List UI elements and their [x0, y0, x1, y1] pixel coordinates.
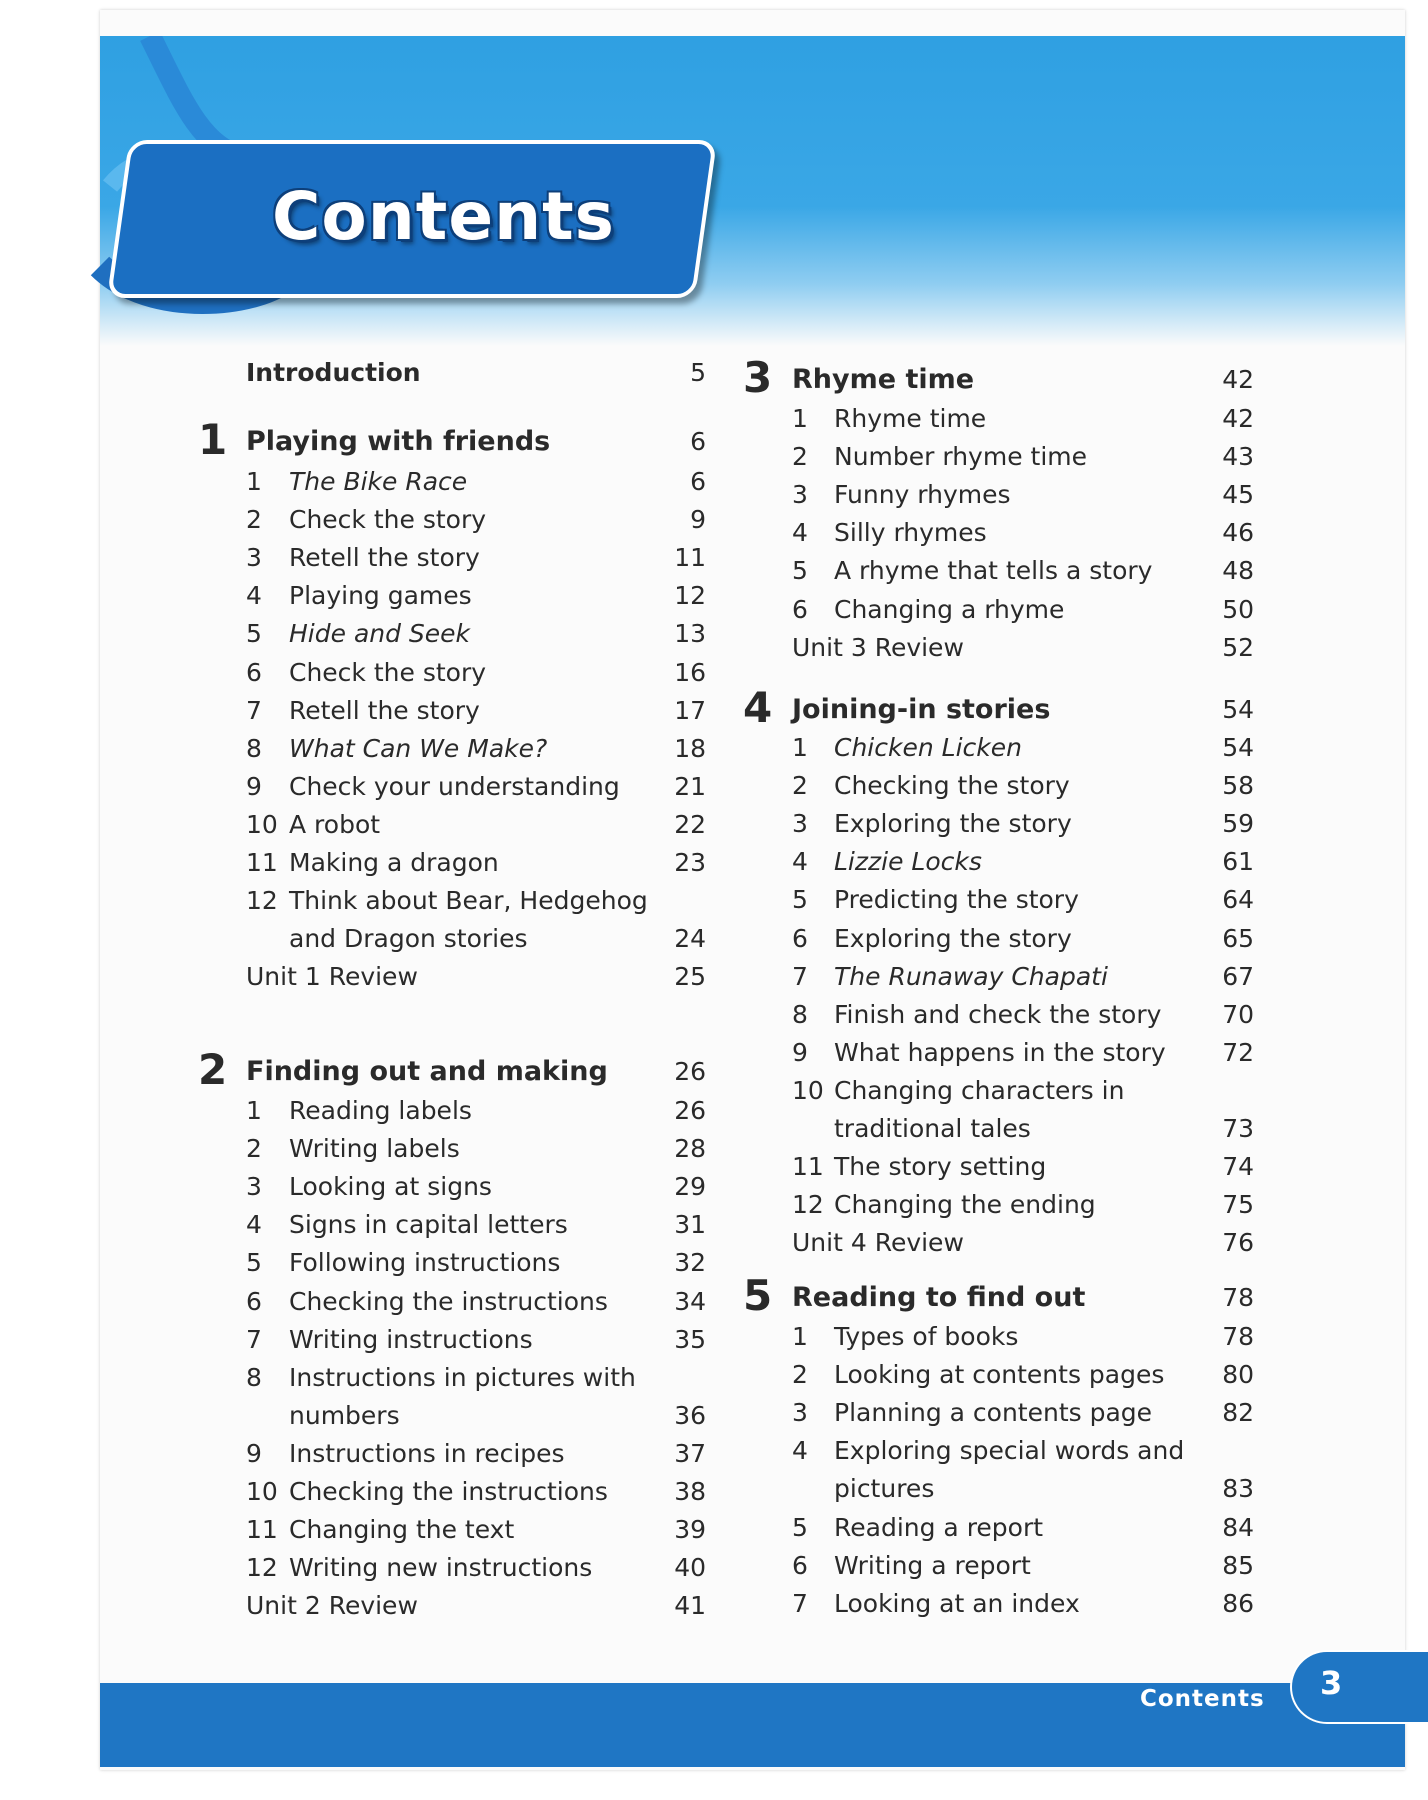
page-ref: 48: [1222, 556, 1254, 585]
lesson-title: Silly rhymes: [834, 518, 987, 547]
page-ref: 22: [674, 810, 706, 839]
page-ref: 43: [1222, 442, 1254, 471]
lesson-title: Checking the story: [834, 771, 1070, 800]
page-ref: 37: [674, 1439, 706, 1468]
page-ref: 42: [1222, 365, 1254, 394]
lesson-title: Think about Bear, Hedgehog: [289, 886, 648, 915]
lesson-number: 4: [246, 581, 262, 610]
page-ref: 54: [1222, 695, 1254, 724]
lesson-number: 9: [792, 1038, 808, 1067]
page-ref: 78: [1222, 1322, 1254, 1351]
unit-review-title: Unit 2 Review: [246, 1591, 418, 1620]
lesson-title: Funny rhymes: [834, 480, 1011, 509]
lesson-number: 3: [792, 809, 808, 838]
lesson-number: 6: [246, 658, 262, 687]
lesson-number: 6: [792, 1551, 808, 1580]
lesson-title: A rhyme that tells a story: [834, 556, 1153, 585]
page-ref: 73: [1222, 1114, 1254, 1143]
page-ref: 59: [1222, 809, 1254, 838]
lesson-title: Exploring the story: [834, 809, 1072, 838]
lesson-title: Making a dragon: [289, 848, 499, 877]
page-ref: 65: [1222, 924, 1254, 953]
lesson-number: 10: [792, 1076, 824, 1105]
lesson-number: 6: [792, 595, 808, 624]
lesson-number: 6: [246, 1287, 262, 1316]
unit-title: Rhyme time: [792, 364, 975, 395]
page-ref: 34: [674, 1287, 706, 1316]
page-ref: 61: [1222, 847, 1254, 876]
lesson-number: 12: [792, 1190, 824, 1219]
lesson-title: Writing labels: [289, 1134, 460, 1163]
lesson-number: 4: [792, 1436, 808, 1465]
unit-title: Reading to find out: [792, 1282, 1086, 1313]
lesson-title: Changing characters in: [834, 1076, 1125, 1105]
intro-title: Introduction: [246, 358, 421, 387]
page-ref: 80: [1222, 1360, 1254, 1389]
lesson-number: 5: [792, 556, 808, 585]
page-ref: 74: [1222, 1152, 1254, 1181]
lesson-title: Reading labels: [289, 1096, 472, 1125]
lesson-title: What happens in the story: [834, 1038, 1166, 1067]
lesson-title: Signs in capital letters: [289, 1210, 568, 1239]
page-ref: 45: [1222, 480, 1254, 509]
lesson-number: 11: [792, 1152, 824, 1181]
lesson-title: Chicken Licken: [834, 733, 1022, 762]
page-ref: 21: [674, 772, 706, 801]
lesson-number: 3: [792, 1398, 808, 1427]
page-ref: 6: [690, 427, 706, 456]
lesson-number: 1: [792, 404, 808, 433]
page-ref: 5: [690, 358, 706, 387]
page-ref: 18: [674, 734, 706, 763]
page-ref: 9: [690, 505, 706, 534]
lesson-title: Number rhyme time: [834, 442, 1088, 471]
lesson-title: Instructions in pictures with: [289, 1363, 636, 1392]
lesson-title: Playing games: [289, 581, 472, 610]
unit-title: Playing with friends: [246, 426, 551, 457]
page-ref: 13: [674, 619, 706, 648]
page-ref: 67: [1222, 962, 1254, 991]
lesson-number: 1: [792, 1322, 808, 1351]
page-ref: 40: [674, 1553, 706, 1582]
lesson-title: pictures: [834, 1474, 935, 1503]
lesson-title: Writing new instructions: [289, 1553, 593, 1582]
unit-number: 4: [743, 683, 773, 732]
lesson-number: 9: [246, 772, 262, 801]
lesson-title: Changing a rhyme: [834, 595, 1065, 624]
page-ref: 39: [674, 1515, 706, 1544]
page-ref: 17: [674, 696, 706, 725]
unit-review-title: Unit 3 Review: [792, 633, 964, 662]
page-ref: 75: [1222, 1190, 1254, 1219]
lesson-title: Predicting the story: [834, 885, 1079, 914]
page-ref: 6: [690, 467, 706, 496]
lesson-title: Changing the text: [289, 1515, 515, 1544]
page-ref: 38: [674, 1477, 706, 1506]
lesson-number: 6: [792, 924, 808, 953]
lesson-number: 3: [792, 480, 808, 509]
lesson-number: 1: [246, 467, 262, 496]
lesson-number: 8: [246, 734, 262, 763]
lesson-number: 5: [246, 1248, 262, 1277]
lesson-number: 9: [246, 1439, 262, 1468]
page-ref: 72: [1222, 1038, 1254, 1067]
page-ref: 24: [674, 924, 706, 953]
lesson-title: Instructions in recipes: [289, 1439, 565, 1468]
unit-review-title: Unit 4 Review: [792, 1228, 964, 1257]
lesson-title: Lizzie Locks: [834, 847, 982, 876]
page-ref: 64: [1222, 885, 1254, 914]
page-number: 3: [1320, 1664, 1343, 1702]
page-number-tab: [1290, 1650, 1428, 1724]
lesson-title: Planning a contents page: [834, 1398, 1153, 1427]
page-ref: 86: [1222, 1589, 1254, 1618]
page-ref: 84: [1222, 1513, 1254, 1542]
lesson-number: 7: [792, 1589, 808, 1618]
lesson-title: Retell the story: [289, 543, 480, 572]
lesson-number: 11: [246, 1515, 278, 1544]
lesson-title: and Dragon stories: [289, 924, 528, 953]
lesson-title: Retell the story: [289, 696, 480, 725]
lesson-title: Looking at an index: [834, 1589, 1080, 1618]
lesson-title: Check the story: [289, 658, 487, 687]
unit-review-title: Unit 1 Review: [246, 962, 418, 991]
page-ref: 76: [1222, 1228, 1254, 1257]
unit-title: Finding out and making: [246, 1056, 608, 1087]
lesson-title: Finish and check the story: [834, 1000, 1162, 1029]
lesson-title: Writing a report: [834, 1551, 1031, 1580]
lesson-number: 1: [792, 733, 808, 762]
unit-number: 3: [743, 353, 773, 402]
footer-label: Contents: [1140, 1686, 1265, 1712]
page-ref: 35: [674, 1325, 706, 1354]
lesson-number: 10: [246, 810, 278, 839]
unit-number: 1: [198, 415, 228, 464]
lesson-title: Checking the instructions: [289, 1287, 608, 1316]
lesson-title: A robot: [289, 810, 381, 839]
lesson-title: The Bike Race: [289, 467, 468, 496]
lesson-title: The story setting: [834, 1152, 1047, 1181]
lesson-title: Types of books: [834, 1322, 1019, 1351]
lesson-number: 10: [246, 1477, 278, 1506]
page-ref: 11: [674, 543, 706, 572]
page-ref: 41: [674, 1591, 706, 1620]
lesson-title: Looking at contents pages: [834, 1360, 1165, 1389]
page-ref: 36: [674, 1401, 706, 1430]
lesson-title: The Runaway Chapati: [834, 962, 1108, 991]
lesson-number: 5: [792, 1513, 808, 1542]
page-ref: 31: [674, 1210, 706, 1239]
unit-title: Joining-in stories: [792, 694, 1051, 725]
lesson-number: 4: [246, 1210, 262, 1239]
lesson-title: Reading a report: [834, 1513, 1044, 1542]
unit-number: 5: [743, 1271, 773, 1320]
page-ref: 16: [674, 658, 706, 687]
page-ref: 26: [674, 1057, 706, 1086]
lesson-title: Looking at signs: [289, 1172, 492, 1201]
lesson-title: Following instructions: [289, 1248, 561, 1277]
page-ref: 83: [1222, 1474, 1254, 1503]
page-ref: 78: [1222, 1283, 1254, 1312]
lesson-title: Exploring special words and: [834, 1436, 1185, 1465]
page-ref: 29: [674, 1172, 706, 1201]
lesson-number: 11: [246, 848, 278, 877]
lesson-number: 5: [246, 619, 262, 648]
lesson-title: numbers: [289, 1401, 400, 1430]
page-ref: 32: [674, 1248, 706, 1277]
lesson-number: 2: [246, 505, 262, 534]
lesson-title: Hide and Seek: [289, 619, 471, 648]
page-ref: 46: [1222, 518, 1254, 547]
lesson-number: 8: [792, 1000, 808, 1029]
lesson-number: 4: [792, 847, 808, 876]
lesson-title: Changing the ending: [834, 1190, 1096, 1219]
lesson-number: 7: [246, 1325, 262, 1354]
lesson-number: 2: [792, 1360, 808, 1389]
lesson-number: 3: [246, 1172, 262, 1201]
unit-number: 2: [198, 1045, 228, 1094]
page-ref: 58: [1222, 771, 1254, 800]
lesson-title: What Can We Make?: [289, 734, 548, 763]
page-ref: 54: [1222, 733, 1254, 762]
lesson-number: 1: [246, 1096, 262, 1125]
lesson-title: traditional tales: [834, 1114, 1031, 1143]
page-ref: 85: [1222, 1551, 1254, 1580]
lesson-number: 3: [246, 543, 262, 572]
page-ref: 82: [1222, 1398, 1254, 1427]
page-ref: 26: [674, 1096, 706, 1125]
lesson-title: Check the story: [289, 505, 487, 534]
page-ref: 42: [1222, 404, 1254, 433]
page-ref: 52: [1222, 633, 1254, 662]
lesson-title: Checking the instructions: [289, 1477, 608, 1506]
lesson-number: 7: [246, 696, 262, 725]
page-ref: 23: [674, 848, 706, 877]
lesson-number: 4: [792, 518, 808, 547]
page-ref: 25: [674, 962, 706, 991]
lesson-title: Rhyme time: [834, 404, 987, 433]
lesson-number: 5: [792, 885, 808, 914]
page-ref: 70: [1222, 1000, 1254, 1029]
lesson-number: 8: [246, 1363, 262, 1392]
lesson-number: 2: [792, 442, 808, 471]
page-title: Contents: [272, 178, 615, 255]
lesson-title: Exploring the story: [834, 924, 1072, 953]
lesson-title: Writing instructions: [289, 1325, 533, 1354]
page-ref: 50: [1222, 595, 1254, 624]
lesson-number: 7: [792, 962, 808, 991]
page-ref: 28: [674, 1134, 706, 1163]
lesson-number: 12: [246, 886, 278, 915]
lesson-number: 12: [246, 1553, 278, 1582]
lesson-number: 2: [246, 1134, 262, 1163]
lesson-title: Check your understanding: [289, 772, 620, 801]
lesson-number: 2: [792, 771, 808, 800]
page-ref: 12: [674, 581, 706, 610]
